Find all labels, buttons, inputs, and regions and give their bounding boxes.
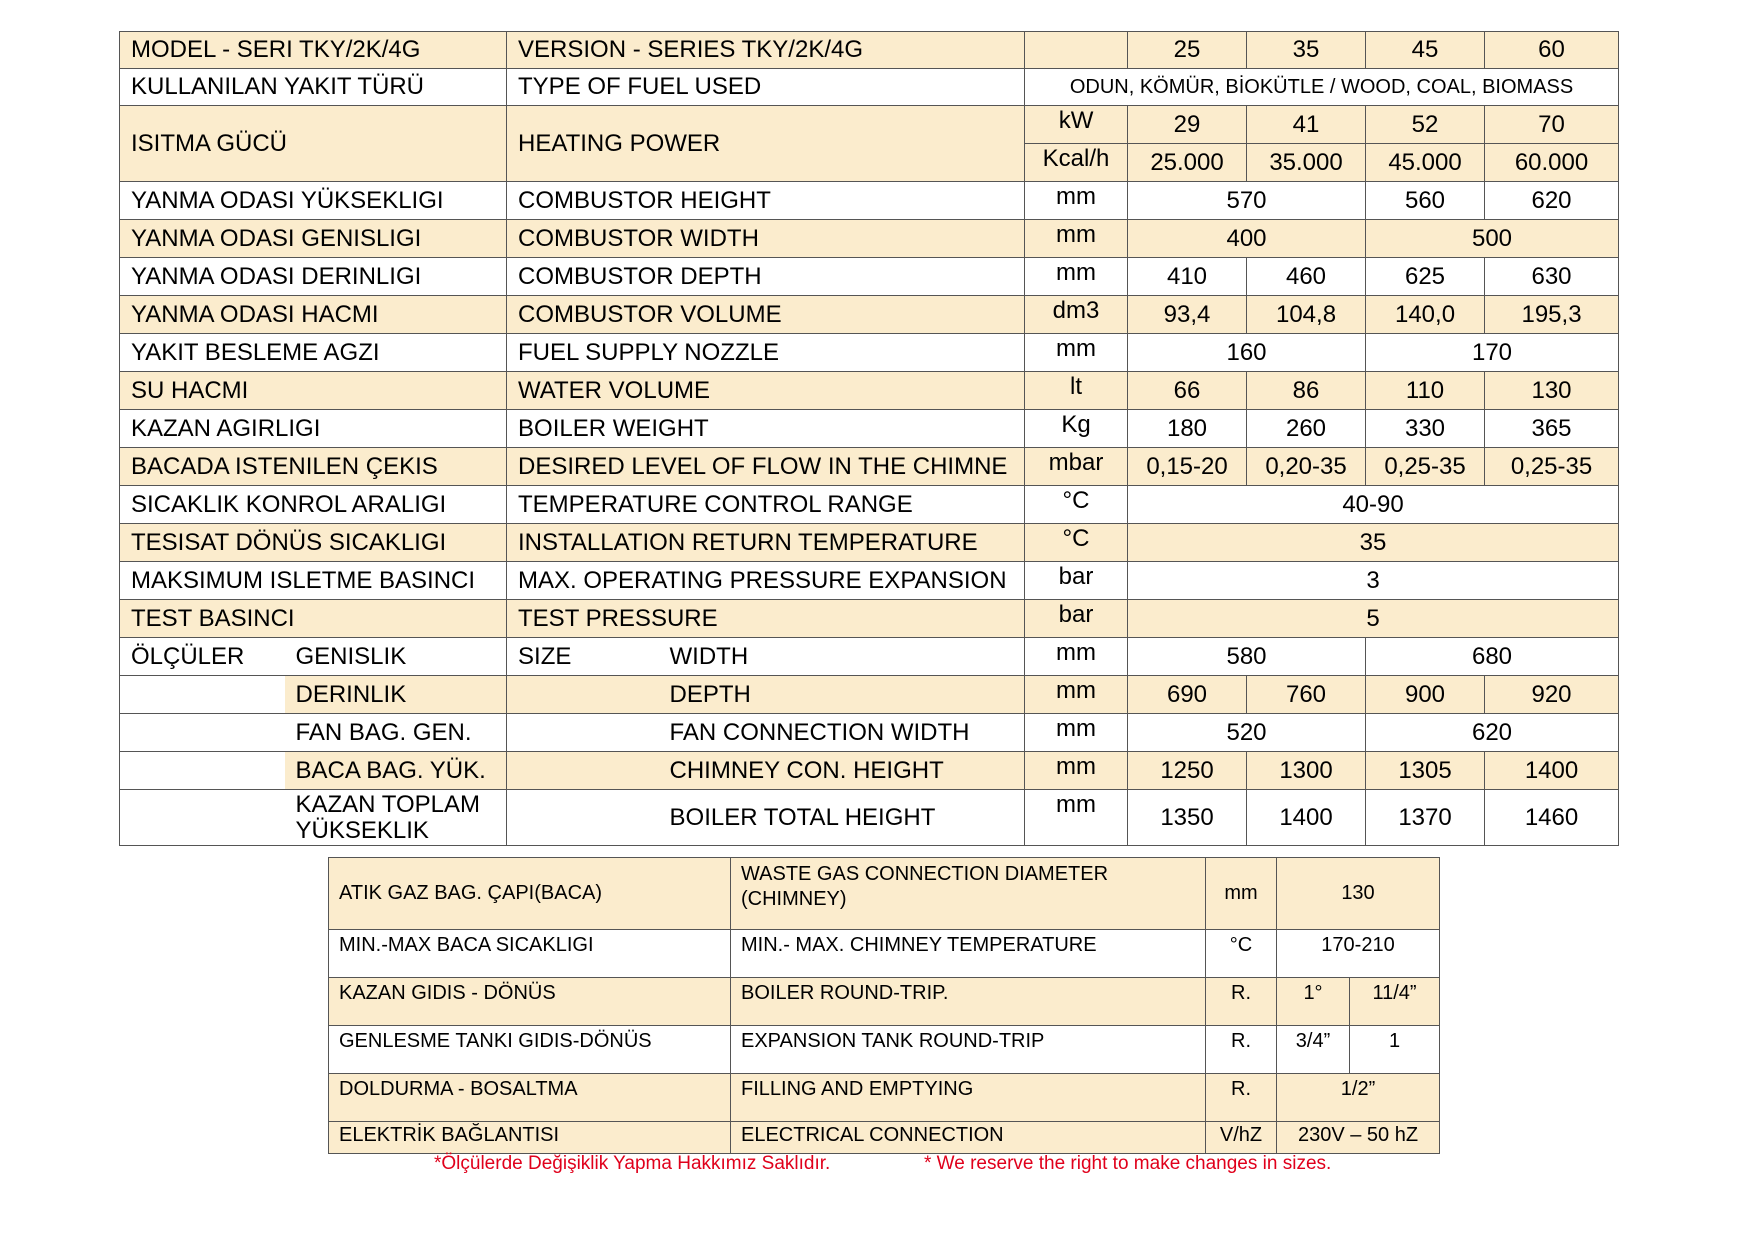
round-trip-value: 1°	[1277, 978, 1350, 1026]
unit-label: °C	[1025, 524, 1128, 562]
electric-label-en: ELECTRICAL CONNECTION	[731, 1122, 1206, 1154]
chimney-draft-value: 0,25-35	[1485, 448, 1619, 486]
dims-fan-label-en: FAN CONNECTION WIDTH	[659, 714, 1025, 752]
model-label-en: VERSION - SERIES TKY/2K/4G	[507, 32, 1025, 69]
boiler-weight-label-tr: KAZAN AGIRLIGI	[120, 410, 507, 448]
chimney-draft-row	[120, 448, 1619, 486]
dims-total-label-tr: KAZAN TOPLAM YÜKSEKLIK	[285, 790, 507, 846]
combustor-volume-label-tr: YANMA ODASI HACMI	[120, 296, 507, 334]
filling-label-tr: DOLDURMA - BOSALTMA	[329, 1074, 731, 1122]
expansion-label-en: EXPANSION TANK ROUND-TRIP	[731, 1026, 1206, 1074]
dims-width-value: 580	[1128, 638, 1366, 676]
chimney-temp-row	[329, 930, 1440, 978]
unit-label: bar	[1025, 562, 1128, 600]
chimney-draft-label-en: DESIRED LEVEL OF FLOW IN THE CHIMNE	[507, 448, 1025, 486]
combustor-width-row	[120, 220, 1619, 258]
combustor-width-label-tr: YANMA ODASI GENISLIGI	[120, 220, 507, 258]
dims-chimney-value: 1300	[1247, 752, 1366, 790]
dims-total-label-en: BOILER TOTAL HEIGHT	[659, 790, 1025, 846]
max-pressure-label-en: MAX. OPERATING PRESSURE EXPANSION	[507, 562, 1025, 600]
water-volume-label-en: WATER VOLUME	[507, 372, 1025, 410]
boiler-weight-label-en: BOILER WEIGHT	[507, 410, 1025, 448]
electric-value: 230V – 50 hZ	[1277, 1122, 1440, 1154]
combustor-volume-row	[120, 296, 1619, 334]
unit-label: mm	[1025, 752, 1128, 790]
blank-cell	[120, 790, 285, 846]
max-pressure-label-tr: MAKSIMUM ISLETME BASINCI	[120, 562, 507, 600]
heating-kcal-value: 45.000	[1366, 144, 1485, 182]
blank-cell	[120, 714, 285, 752]
note-en: * We reserve the right to make changes in sizes.	[924, 1153, 1332, 1174]
blank-cell	[507, 752, 659, 790]
chimney-temp-label-tr: MIN.-MAX BACA SICAKLIGI	[329, 930, 731, 978]
water-volume-value: 86	[1247, 372, 1366, 410]
blank-cell	[507, 676, 659, 714]
heating-kcal-value: 35.000	[1247, 144, 1366, 182]
dims-depth-label-tr: DERINLIK	[285, 676, 507, 714]
dims-total-row	[120, 790, 1619, 846]
heating-kw-value: 29	[1128, 106, 1247, 144]
combustor-height-row	[120, 182, 1619, 220]
unit-label: mm	[1206, 858, 1277, 930]
dims-depth-row	[120, 676, 1619, 714]
dims-depth-value: 920	[1485, 676, 1619, 714]
dims-fan-label-tr: FAN BAG. GEN.	[285, 714, 507, 752]
unit-label: °C	[1025, 486, 1128, 524]
unit-label: lt	[1025, 372, 1128, 410]
return-temp-label-en: INSTALLATION RETURN TEMPERATURE	[507, 524, 1025, 562]
dims-depth-value: 900	[1366, 676, 1485, 714]
combustor-volume-label-en: COMBUSTOR VOLUME	[507, 296, 1025, 334]
dims-width-row	[120, 638, 1619, 676]
expansion-label-tr: GENLESME TANKI GIDIS-DÖNÜS	[329, 1026, 731, 1074]
model-label-tr: MODEL - SERI TKY/2K/4G	[120, 32, 507, 69]
water-volume-label-tr: SU HACMI	[120, 372, 507, 410]
expansion-value: 1	[1350, 1026, 1440, 1074]
dims-fan-value: 620	[1366, 714, 1619, 752]
dims-fan-value: 520	[1128, 714, 1366, 752]
chimney-temp-value: 170-210	[1277, 930, 1440, 978]
fuel-value: ODUN, KÖMÜR, BİOKÜTLE / WOOD, COAL, BIOMASS	[1025, 69, 1619, 106]
chimney-draft-value: 0,15-20	[1128, 448, 1247, 486]
combustor-height-label-tr: YANMA ODASI YÜKSEKLIGI	[120, 182, 507, 220]
expansion-value: 3/4”	[1277, 1026, 1350, 1074]
combustor-volume-value: 140,0	[1366, 296, 1485, 334]
unit-label: bar	[1025, 600, 1128, 638]
round-trip-label-en: BOILER ROUND-TRIP.	[731, 978, 1206, 1026]
fuel-nozzle-value: 170	[1366, 334, 1619, 372]
connections-table	[328, 857, 1440, 1154]
test-pressure-row	[120, 600, 1619, 638]
combustor-depth-value: 460	[1247, 258, 1366, 296]
boiler-weight-value: 260	[1247, 410, 1366, 448]
filling-value: 1/2”	[1277, 1074, 1440, 1122]
waste-gas-value: 130	[1277, 858, 1440, 930]
blank-cell	[507, 714, 659, 752]
model-60: 60	[1485, 32, 1619, 69]
chimney-temp-label-en: MIN.- MAX. CHIMNEY TEMPERATURE	[731, 930, 1206, 978]
combustor-width-label-en: COMBUSTOR WIDTH	[507, 220, 1025, 258]
water-volume-value: 66	[1128, 372, 1247, 410]
combustor-height-label-en: COMBUSTOR HEIGHT	[507, 182, 1025, 220]
chimney-draft-label-tr: BACADA ISTENILEN ÇEKIS	[120, 448, 507, 486]
test-pressure-value: 5	[1128, 600, 1619, 638]
combustor-width-value: 500	[1366, 220, 1619, 258]
heating-kw-value: 52	[1366, 106, 1485, 144]
round-trip-row	[329, 978, 1440, 1026]
unit-label: mm	[1025, 220, 1128, 258]
fuel-nozzle-row	[120, 334, 1619, 372]
combustor-height-value: 570	[1128, 182, 1366, 220]
heating-kcal-value: 60.000	[1485, 144, 1619, 182]
unit-label: mm	[1025, 638, 1128, 676]
fuel-label-en: TYPE OF FUEL USED	[507, 69, 1025, 106]
dims-chimney-row	[120, 752, 1619, 790]
heating-kw-value: 41	[1247, 106, 1366, 144]
dims-total-value: 1370	[1366, 790, 1485, 846]
dims-fan-row	[120, 714, 1619, 752]
temp-range-value: 40-90	[1128, 486, 1619, 524]
dims-chimney-label-en: CHIMNEY CON. HEIGHT	[659, 752, 1025, 790]
combustor-height-value: 620	[1485, 182, 1619, 220]
heating-kw-unit: kW	[1025, 106, 1128, 144]
unit-label: mm	[1025, 258, 1128, 296]
max-pressure-row	[120, 562, 1619, 600]
boiler-weight-value: 365	[1485, 410, 1619, 448]
return-temp-row	[120, 524, 1619, 562]
dims-total-value: 1350	[1128, 790, 1247, 846]
fuel-nozzle-value: 160	[1128, 334, 1366, 372]
filling-label-en: FILLING AND EMPTYING	[731, 1074, 1206, 1122]
fuel-label-tr: KULLANILAN YAKIT TÜRÜ	[120, 69, 507, 106]
heating-label-tr: ISITMA GÜCÜ	[120, 106, 507, 182]
combustor-volume-value: 93,4	[1128, 296, 1247, 334]
unit-label: R.	[1206, 978, 1277, 1026]
electric-row	[329, 1122, 1440, 1154]
fuel-nozzle-label-tr: YAKIT BESLEME AGZI	[120, 334, 507, 372]
model-35: 35	[1247, 32, 1366, 69]
dims-total-value: 1460	[1485, 790, 1619, 846]
blank-cell	[507, 790, 659, 846]
temp-range-row	[120, 486, 1619, 524]
combustor-depth-value: 625	[1366, 258, 1485, 296]
waste-gas-label-en: WASTE GAS CONNECTION DIAMETER (CHIMNEY)	[731, 858, 1206, 930]
dims-chimney-label-tr: BACA BAG. YÜK.	[285, 752, 507, 790]
dims-chimney-value: 1250	[1128, 752, 1247, 790]
unit-label: R.	[1206, 1074, 1277, 1122]
combustor-depth-value: 410	[1128, 258, 1247, 296]
unit-label: mm	[1025, 714, 1128, 752]
return-temp-value: 35	[1128, 524, 1619, 562]
dims-depth-value: 760	[1247, 676, 1366, 714]
heating-kw-value: 70	[1485, 106, 1619, 144]
dims-depth-label-en: DEPTH	[659, 676, 1025, 714]
unit-label: mbar	[1025, 448, 1128, 486]
combustor-depth-label-tr: YANMA ODASI DERINLIGI	[120, 258, 507, 296]
unit-label: dm3	[1025, 296, 1128, 334]
dims-chimney-value: 1305	[1366, 752, 1485, 790]
heating-label-en: HEATING POWER	[507, 106, 1025, 182]
dims-total-value: 1400	[1247, 790, 1366, 846]
unit-label: mm	[1025, 676, 1128, 714]
boiler-weight-value: 180	[1128, 410, 1247, 448]
electric-label-tr: ELEKTRİK BAĞLANTISI	[329, 1122, 731, 1154]
temp-range-label-en: TEMPERATURE CONTROL RANGE	[507, 486, 1025, 524]
waste-gas-row	[329, 858, 1440, 930]
combustor-depth-value: 630	[1485, 258, 1619, 296]
dims-group-label-en: SIZE	[507, 638, 659, 676]
boiler-weight-value: 330	[1366, 410, 1485, 448]
dims-width-label-en: WIDTH	[659, 638, 1025, 676]
dims-depth-value: 690	[1128, 676, 1247, 714]
expansion-row	[329, 1026, 1440, 1074]
unit-label: °C	[1206, 930, 1277, 978]
dims-width-label-tr: GENISLIK	[285, 638, 507, 676]
max-pressure-value: 3	[1128, 562, 1619, 600]
specifications-table	[119, 31, 1619, 846]
round-trip-label-tr: KAZAN GIDIS - DÖNÜS	[329, 978, 731, 1026]
dims-chimney-value: 1400	[1485, 752, 1619, 790]
dims-group-label-tr: ÖLÇÜLER	[120, 638, 285, 676]
water-volume-value: 130	[1485, 372, 1619, 410]
test-pressure-label-en: TEST PRESSURE	[507, 600, 1025, 638]
waste-gas-label-tr: ATIK GAZ BAG. ÇAPI(BACA)	[329, 858, 731, 930]
note-tr: *Ölçülerde Değişiklik Yapma Hakkımız Saklıdır.	[434, 1153, 831, 1174]
unit-label: V/hZ	[1206, 1122, 1277, 1154]
fuel-row	[120, 69, 1619, 106]
model-header-row	[120, 32, 1619, 69]
fuel-nozzle-label-en: FUEL SUPPLY NOZZLE	[507, 334, 1025, 372]
combustor-height-value: 560	[1366, 182, 1485, 220]
blank-cell	[120, 676, 285, 714]
unit-label: mm	[1025, 790, 1128, 846]
chimney-draft-value: 0,25-35	[1366, 448, 1485, 486]
filling-row	[329, 1074, 1440, 1122]
combustor-width-value: 400	[1128, 220, 1366, 258]
water-volume-row	[120, 372, 1619, 410]
model-25: 25	[1128, 32, 1247, 69]
water-volume-value: 110	[1366, 372, 1485, 410]
return-temp-label-tr: TESISAT DÖNÜS SICAKLIGI	[120, 524, 507, 562]
unit-label: mm	[1025, 182, 1128, 220]
unit-label: R.	[1206, 1026, 1277, 1074]
unit-cell	[1025, 32, 1128, 69]
combustor-volume-value: 104,8	[1247, 296, 1366, 334]
round-trip-value: 11/4”	[1350, 978, 1440, 1026]
temp-range-label-tr: SICAKLIK KONROL ARALIGI	[120, 486, 507, 524]
chimney-draft-value: 0,20-35	[1247, 448, 1366, 486]
dims-width-value: 680	[1366, 638, 1619, 676]
combustor-volume-value: 195,3	[1485, 296, 1619, 334]
heating-kcal-unit: Kcal/h	[1025, 144, 1128, 182]
combustor-depth-label-en: COMBUSTOR DEPTH	[507, 258, 1025, 296]
model-45: 45	[1366, 32, 1485, 69]
blank-cell	[120, 752, 285, 790]
unit-label: Kg	[1025, 410, 1128, 448]
heating-kw-row	[120, 106, 1619, 144]
unit-label: mm	[1025, 334, 1128, 372]
test-pressure-label-tr: TEST BASINCI	[120, 600, 507, 638]
combustor-depth-row	[120, 258, 1619, 296]
heating-kcal-value: 25.000	[1128, 144, 1247, 182]
boiler-weight-row	[120, 410, 1619, 448]
